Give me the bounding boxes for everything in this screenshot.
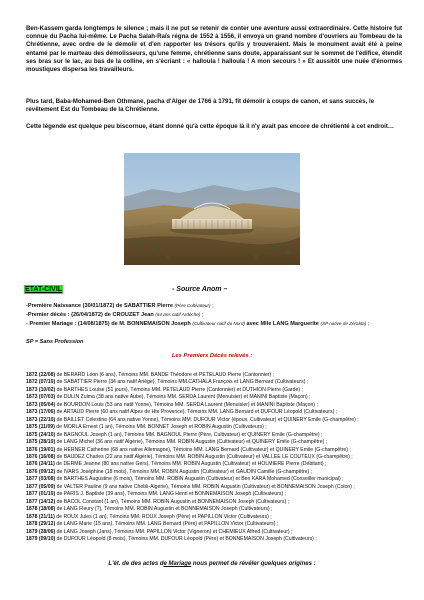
first-marriage-end: ; (366, 321, 370, 327)
deces-text: de MORLA Ernest (1 an), Témoins MM. BONNET Joseph et ROBIN Augustin (Cultivateurs) ; (54, 424, 267, 431)
deces-text: de ROUX Jules (1 an), Témoins MM. ROUX Joseph (Père) et PAPILLON Victor (Cultivateurs) ; (54, 513, 272, 520)
etat-civil-header (24, 285, 404, 294)
deces-date: 1878 (21/11) (26, 513, 55, 520)
deces-record (26, 372, 408, 379)
deces-date: 1878 (18/08) (26, 506, 56, 513)
deces-date: 1873 (07/03) (26, 394, 56, 401)
deces-text: de BERARD Léon (6 ans), Témoins MM. BANDE Théodore et PETELAUD Pierre (Cantonnier) ; (55, 372, 275, 378)
deces-record (26, 402, 408, 409)
deces-text: de PARIS J. Baptiste (39 ans), Témoins MM. LANG Henri et BONNEMAISON Joseph (Cultivateurs) ; (55, 491, 287, 498)
deces-text: de LANG Fleury (?), Témoins MM. ROBIN Augustin et BONNEMAISON Joseph (Cultivateurs) ; (55, 506, 273, 513)
deces-text: de LANG Marie (15 ans), Témoins MM. LANG Bernard (Père) et PAPILLON Victor (Cultivateurs) ; (55, 521, 279, 528)
deces-text: de BARTHES Louise (51 jours), Témoins MM. PETELAUD Pierre (Cantonnier) et DUTHION Pierre (Garde) ; (55, 386, 303, 393)
first-birth-line (26, 302, 406, 310)
deces-date: 1879 (09/10) (26, 535, 56, 542)
first-death-label: -Premier décès : (26/04/1872) (26, 312, 103, 318)
first-marriage-bride-note: (SP native de Zéralda) (320, 321, 367, 326)
deces-text: de IVARS Joséphine (18 mois), Témoins MM. ROBIN Augustin (Cultivateur) et GAUDIN Camille (G-champêtre) ; (55, 468, 313, 475)
deces-date: 1877 (05/09) (26, 483, 56, 490)
deces-record (26, 469, 408, 476)
deces-record (26, 476, 408, 483)
deces-text: de BACOL Constant (1 an), Témoins MM. ROBIN Augustin et BONNEMAISON Joseph (Cultivateurs) ; (55, 498, 290, 505)
footer-note (0, 561, 424, 567)
footer-pre: L'ét. de des actes d (108, 561, 164, 567)
deces-record (26, 514, 408, 521)
deces-record (26, 499, 408, 506)
paragraph-baba-mohamed: Plus tard, Baba-Mohamed-Ben Othmane, pacha d'Alger de 1766 à 1791, fit démolir à coups de canon, et sans succès, le revêtement Est du Tombeau de la Chrétienne. (26, 98, 375, 114)
deces-date: 1878 (29/12) (26, 521, 56, 528)
etat-civil-label: ETAT-CIVIL (25, 286, 63, 293)
footer-underlined: e Mariage (163, 561, 192, 567)
first-marriage-groom: de M. BONNEMAISON Joseph (109, 321, 193, 327)
deces-text: de ARTAUD Pierre (60 ans natif Alpes de Hte Provence), Témoins MM. LANG Bernard et DUFOUR Léopold (Cultivateurs) ; (55, 409, 338, 416)
deces-section-title: Les Premiers Décès relevés : (171, 353, 253, 359)
deces-record (26, 461, 408, 468)
first-death-note: (64 ans natif Ardèche) (155, 312, 201, 317)
deces-date: 1872 (22/08) (26, 372, 56, 378)
first-death-name: de CROUZET Jean (102, 312, 156, 318)
intro-text: Ben-Kassem garda longtemps le silence ; mais il ne put se retenir de conter une aventure aussi extraordinaire. Cette histoire fut connue du Pacha lui-même. Le Pacha Salah-Raïs régna de 1552 à 1556, il envoya un grand nombre d'ouvriers au Tombeau de la Chrétienne, avec ordre de le démolir et d'en rapporter les trésors qu'ils y trouveraient. Mais le monument avait été à peine entamé par le marteau des démolisseurs, qu'une femme, chrétienne sans doute, apparaissant sur le sommet de l'édifice, étendit ses bras sur le lac, au bas de la colline, en s'écriant : « halloula ! halloula ! A mon secours ! » Et aussitôt une nuée d'énormes moustiques dispersa les travailleurs. (26, 25, 402, 74)
deces-record (26, 409, 408, 416)
deces-record (26, 454, 408, 461)
deces-text: de SABATTIER Pierre (34 ans natif Ariège), Témoins MM.CATHALA François et LANG Bernard (Cultivateurs) ; (55, 379, 309, 386)
deces-date: 1879 (28/06) (26, 528, 56, 535)
deces-date: 1877 (03/08) (26, 476, 56, 483)
footer-post: nous permet de révéler quelques origines : (191, 561, 316, 567)
deces-date: 1876 (19/01) (26, 446, 56, 453)
first-marriage-groom-note: (Cultivateur natif du Nord) (192, 321, 245, 326)
deces-date: 1876 (16/08) (26, 453, 56, 460)
deces-record (26, 521, 408, 528)
deces-record (26, 447, 408, 454)
deces-text: de DERME Jeanne (80 ans native Gers), Témoins MM. ROBIN Augustin (Cultivateur) et HOLMIERE Pierre (Débitant) ; (54, 461, 327, 468)
deces-record (26, 491, 408, 498)
deces-date: 1875 (24/10) (26, 431, 56, 438)
deces-text: de DUFOUR Léopold (8 mois), Témoins MM. DUFOUR Léopold (Père) et BONNEMAISON Joseph (Cultivateurs) ; (55, 535, 317, 542)
first-death-line (26, 311, 406, 319)
sp-abbreviation-note: SP = Sans Profession (26, 339, 84, 345)
first-marriage-label: - Premier Mariage : (14/08/1875) (26, 321, 110, 327)
deces-text: de VALTER Pauline (9 ans native Chebli-Algérie), Témoins MM. ROBIN Augustin (Cultivateur) et BONNEMAISON Joseph (Colon) ; (55, 483, 355, 490)
first-birth-note: (Père Cultivateur) (174, 303, 211, 308)
deces-date: 1877 (14/12) (26, 498, 56, 505)
deces-date: 1876 (09/12) (26, 468, 56, 475)
deces-date: 1873 (10/02) (26, 386, 56, 393)
deces-text: de LANG Joseph (Jans), Témoins MM. PAPILLON Victor (Vigneron) et CHEMIEUX Alfred (Cultivateur) ; (55, 528, 293, 535)
deces-record (26, 506, 408, 513)
deces-record (26, 387, 408, 394)
deces-date: 1873 (22/10) (26, 416, 56, 423)
deces-record (26, 394, 408, 401)
source-label: - Source Anom – (172, 286, 228, 293)
intro-paragraph (26, 25, 402, 74)
deces-record (26, 484, 408, 491)
deces-date: 1872 (07/10) (26, 379, 56, 386)
tomb-of-the-christian-woman-photo (124, 153, 300, 265)
deces-list (26, 372, 408, 543)
deces-record (26, 529, 408, 536)
deces-record (26, 424, 408, 431)
deces-record (26, 536, 408, 543)
deces-text: de BAUDEZ Charles (22 ans natif Algérie), Témoins MM. ROBIN Augustin (Cultivateur) et VALLEE LE COUTEUX (G-champêtre) ; (55, 453, 353, 460)
deces-date: 1873 (17/06) (26, 409, 56, 416)
deces-record (26, 439, 408, 446)
deces-text: de BOURDON Louis (53 ans natif Yonne), Témoins MM. SERDA Laurent (Menuisier) et MANINI Baptiste (Maçon) ; (55, 401, 318, 408)
deces-record (26, 417, 408, 424)
first-birth-label: -Première Naissance (30/01/1872) (26, 303, 115, 309)
first-marriage-bride: avec Mlle LANG Marguerite (244, 321, 321, 327)
first-marriage-line (26, 320, 406, 328)
deces-text: de BAILLET Célestine (64 ans native Yonne), Témoins MM. DUFOUR Victor (époux, Cultivateur) et QUINERY Emile (G-champêtre) ; (55, 416, 359, 423)
deces-date: 1875 (11/09) (26, 424, 55, 431)
deces-text: de BARTHES Augustine (6 mois), Témoins MM. ROBIN Augustin (Cultivateur) et Ben KARA Mohamed (Conseiller municipal) ; (55, 476, 344, 483)
deces-date: 1873 (05/04) (26, 401, 56, 408)
paragraph-legend-comment: Cette légende est quelque peu biscornue, étant donné qu'à cette époque là il n'y avait pas encore de chrétienté à cet endroit… (26, 123, 395, 130)
deces-record (26, 432, 408, 439)
deces-date: 1877 (01/10) (26, 491, 56, 498)
deces-text: de DULIN Zulma (38 ans native Aube), Témoins MM. SERDA Laurent (Menuisier) et MANINI Baptiste (Maçon) ; (55, 394, 311, 401)
first-birth-name: de SABATTIER Pierre (114, 303, 175, 309)
deces-text: de BAGNOUL Joseph (1 an), Témoins MM. BAGNOUL Pierre (Père, Cultivateur) et QUINERY Emile (G-champêtre) ; (55, 431, 323, 438)
deces-text: de HERNER Catherine (68 ans native Allemagne), Témoins MM. LANG Bernard (Cultivateur) et QUINERY Emile (G-champêtre) ; (55, 446, 351, 453)
first-birth-end: ; (210, 303, 214, 309)
deces-record (26, 379, 408, 386)
first-death-end: ; (200, 312, 204, 318)
deces-date: 1875 (28/10) (26, 439, 56, 446)
deces-date: 1876 (24/11) (26, 461, 55, 468)
deces-text: de LANG Michel (36 ans natif Algérie), Témoins MM. ROBIN Augustin (Cultivateur) et QUINERY Emile (G-champêtre) ; (55, 439, 328, 446)
